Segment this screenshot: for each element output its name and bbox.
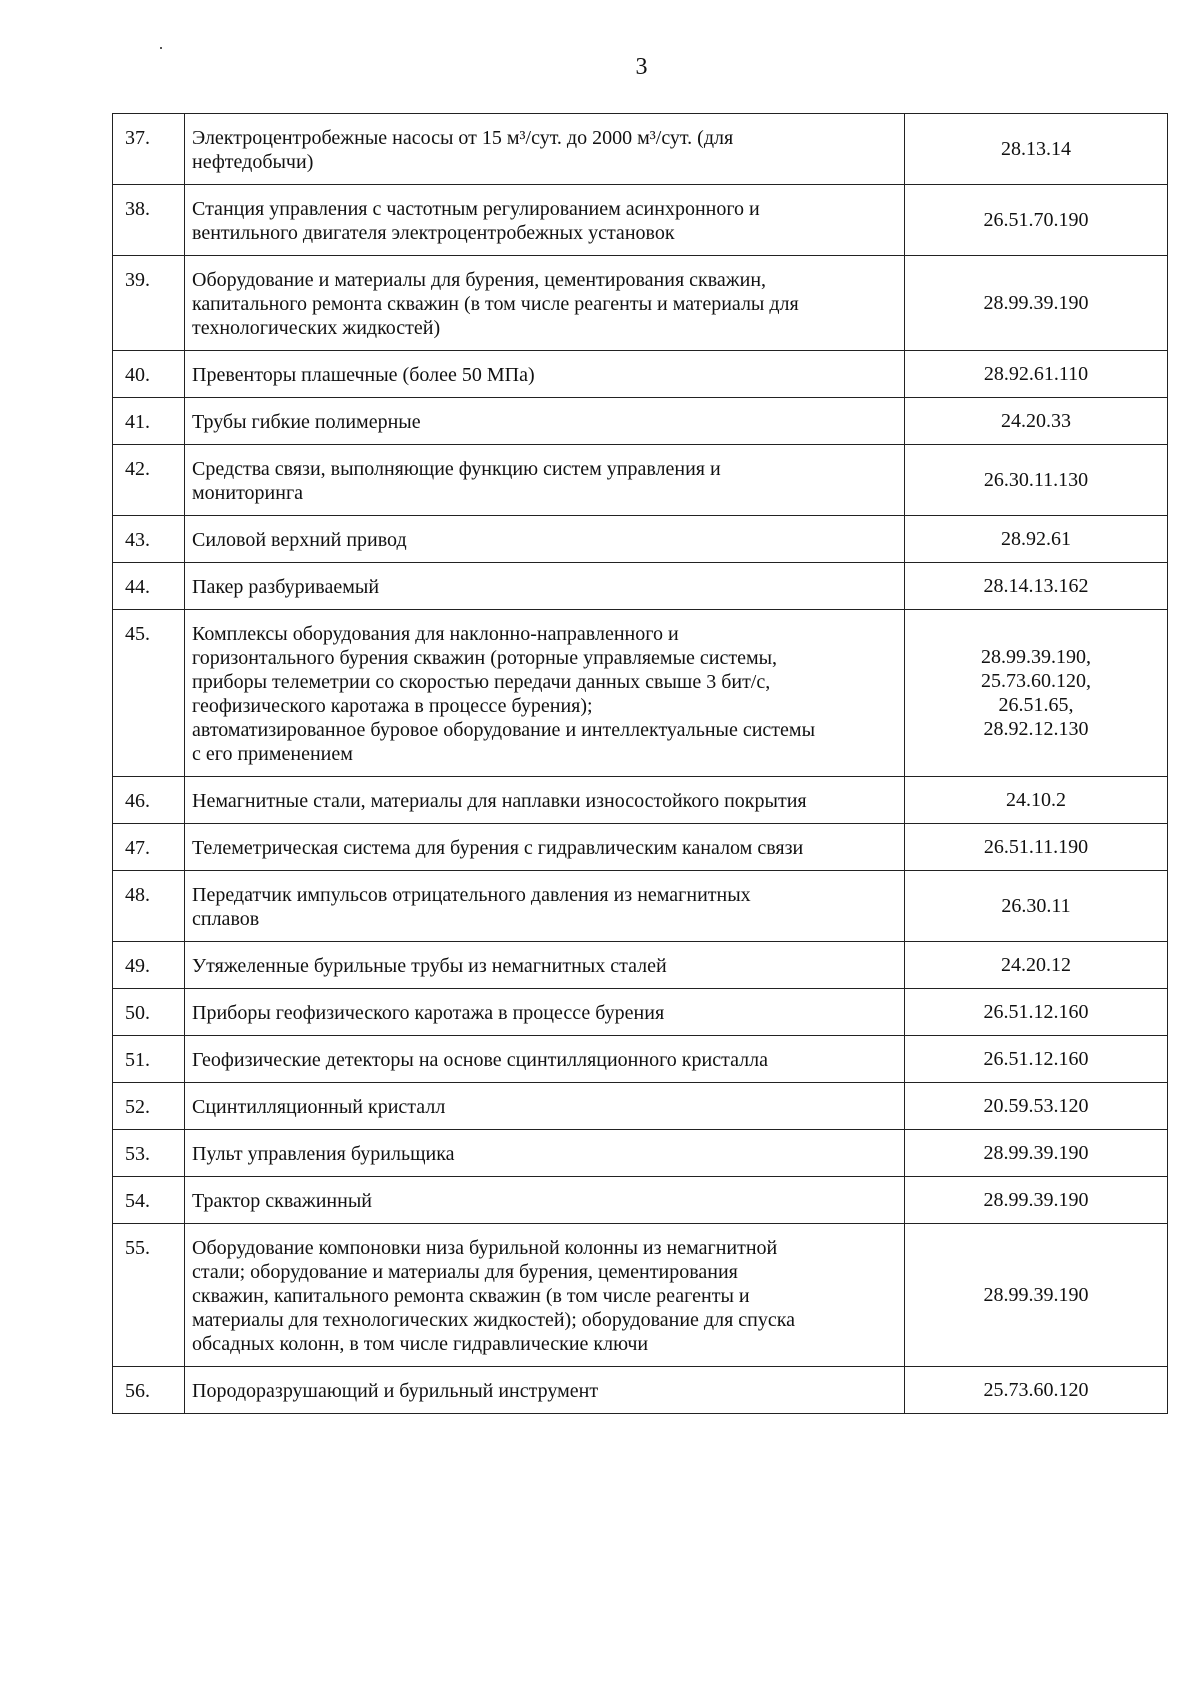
row-okpd-code bbox=[905, 989, 1168, 1036]
row-okpd-code bbox=[905, 398, 1168, 445]
code-line: 28.92.12.130 bbox=[983, 718, 1089, 740]
description-line: Превенторы плашечные (более 50 МПа) bbox=[192, 364, 535, 386]
table-row bbox=[113, 114, 1168, 185]
row-number: 37. bbox=[113, 114, 185, 185]
row-description bbox=[185, 989, 905, 1036]
row-description bbox=[185, 1083, 905, 1130]
row-okpd-code bbox=[905, 256, 1168, 351]
description-line: автоматизированное буровое оборудование и интеллектуальные системы bbox=[192, 719, 816, 741]
description-line: капитального ремонта скважин (в том числе реагенты и материалы для bbox=[192, 293, 799, 315]
table-row bbox=[113, 351, 1168, 398]
code-line: 28.99.39.190, bbox=[981, 646, 1091, 668]
row-number: 49. bbox=[113, 942, 185, 989]
row-number: 44. bbox=[113, 563, 185, 610]
table-row bbox=[113, 1130, 1168, 1177]
table-row bbox=[113, 256, 1168, 351]
row-description bbox=[185, 185, 905, 256]
table-row bbox=[113, 1224, 1168, 1367]
row-okpd-code bbox=[905, 942, 1168, 989]
code-line: 25.73.60.120 bbox=[983, 1379, 1089, 1401]
page-number: 3 bbox=[635, 54, 648, 80]
row-number: 53. bbox=[113, 1130, 185, 1177]
code-line: 26.51.70.190 bbox=[983, 209, 1089, 231]
code-line: 28.14.13.162 bbox=[983, 575, 1089, 597]
row-number: 43. bbox=[113, 516, 185, 563]
row-okpd-code bbox=[905, 871, 1168, 942]
description-line: Станция управления с частотным регулированием асинхронного и bbox=[192, 198, 760, 220]
description-line: Передатчик импульсов отрицательного давления из немагнитных bbox=[192, 884, 751, 906]
code-line: 28.99.39.190 bbox=[983, 1142, 1089, 1164]
row-description bbox=[185, 398, 905, 445]
code-line: 26.51.12.160 bbox=[983, 1048, 1089, 1070]
code-line: 20.59.53.120 bbox=[983, 1095, 1089, 1117]
code-line: 26.30.11 bbox=[1001, 895, 1071, 917]
description-line: Трактор скважинный bbox=[192, 1190, 372, 1212]
row-number: 52. bbox=[113, 1083, 185, 1130]
row-description bbox=[185, 256, 905, 351]
table-row bbox=[113, 445, 1168, 516]
table-row bbox=[113, 871, 1168, 942]
table-row bbox=[113, 824, 1168, 871]
scan-speck bbox=[160, 47, 162, 49]
row-okpd-code bbox=[905, 1367, 1168, 1414]
table-row bbox=[113, 1367, 1168, 1414]
row-number: 56. bbox=[113, 1367, 185, 1414]
table-row bbox=[113, 942, 1168, 989]
row-okpd-code bbox=[905, 351, 1168, 398]
row-description bbox=[185, 1367, 905, 1414]
row-okpd-code bbox=[905, 1083, 1168, 1130]
code-line: 24.20.12 bbox=[1001, 954, 1071, 976]
description-line: Немагнитные стали, материалы для наплавки износостойкого покрытия bbox=[192, 790, 807, 812]
row-description bbox=[185, 1224, 905, 1367]
row-okpd-code bbox=[905, 777, 1168, 824]
table-row bbox=[113, 989, 1168, 1036]
row-okpd-code bbox=[905, 563, 1168, 610]
description-line: Пакер разбуриваемый bbox=[192, 576, 380, 598]
description-line: технологических жидкостей) bbox=[192, 317, 441, 339]
row-number: 51. bbox=[113, 1036, 185, 1083]
row-number: 40. bbox=[113, 351, 185, 398]
description-line: стали; оборудование и материалы для бурения, цементирования bbox=[192, 1261, 738, 1283]
description-line: геофизического каротажа в процессе бурения); bbox=[192, 695, 593, 717]
row-description bbox=[185, 777, 905, 824]
row-okpd-code bbox=[905, 445, 1168, 516]
row-number: 46. bbox=[113, 777, 185, 824]
row-number: 38. bbox=[113, 185, 185, 256]
row-okpd-code bbox=[905, 1130, 1168, 1177]
description-line: Телеметрическая система для бурения с гидравлическим каналом связи bbox=[192, 837, 804, 859]
code-line: 28.92.61.110 bbox=[983, 363, 1089, 385]
description-line: Сцинтилляционный кристалл bbox=[192, 1096, 446, 1118]
table-row bbox=[113, 1036, 1168, 1083]
row-number: 47. bbox=[113, 824, 185, 871]
row-number: 41. bbox=[113, 398, 185, 445]
code-line: 28.92.61 bbox=[1001, 528, 1071, 550]
row-okpd-code bbox=[905, 1177, 1168, 1224]
description-line: Оборудование компоновки низа бурильной колонны из немагнитной bbox=[192, 1237, 778, 1259]
table-row bbox=[113, 563, 1168, 610]
table-row bbox=[113, 185, 1168, 256]
code-line: 26.51.12.160 bbox=[983, 1001, 1089, 1023]
description-line: Оборудование и материалы для бурения, цементирования скважин, bbox=[192, 269, 767, 291]
row-number: 48. bbox=[113, 871, 185, 942]
description-line: Силовой верхний привод bbox=[192, 529, 407, 551]
description-line: нефтедобычи) bbox=[192, 151, 314, 173]
row-description bbox=[185, 824, 905, 871]
description-line: вентильного двигателя электроцентробежных установок bbox=[192, 222, 675, 244]
row-description bbox=[185, 1036, 905, 1083]
table-row bbox=[113, 1083, 1168, 1130]
row-number: 55. bbox=[113, 1224, 185, 1367]
description-line: обсадных колонн, в том числе гидравлические ключи bbox=[192, 1333, 649, 1355]
row-description bbox=[185, 1130, 905, 1177]
row-number: 50. bbox=[113, 989, 185, 1036]
row-number: 45. bbox=[113, 610, 185, 777]
description-line: приборы телеметрии со скоростью передачи данных свыше 3 бит/с, bbox=[192, 671, 771, 693]
equipment-table bbox=[112, 113, 1168, 1414]
row-description bbox=[185, 563, 905, 610]
row-description bbox=[185, 351, 905, 398]
row-okpd-code bbox=[905, 114, 1168, 185]
description-line: Пульт управления бурильщика bbox=[192, 1143, 455, 1165]
row-description bbox=[185, 942, 905, 989]
row-description bbox=[185, 516, 905, 563]
row-okpd-code bbox=[905, 1224, 1168, 1367]
code-line: 28.13.14 bbox=[1001, 138, 1071, 160]
code-line: 24.10.2 bbox=[1006, 789, 1066, 811]
description-line: материалы для технологических жидкостей); оборудование для спуска bbox=[192, 1309, 796, 1331]
row-description bbox=[185, 445, 905, 516]
description-line: скважин, капитального ремонта скважин (в том числе реагенты и bbox=[192, 1285, 750, 1307]
code-line: 28.99.39.190 bbox=[983, 292, 1089, 314]
table-row bbox=[113, 398, 1168, 445]
description-line: Комплексы оборудования для наклонно-направленного и bbox=[192, 623, 679, 645]
row-number: 39. bbox=[113, 256, 185, 351]
row-number: 54. bbox=[113, 1177, 185, 1224]
table-row bbox=[113, 610, 1168, 777]
description-line: с его применением bbox=[192, 743, 353, 765]
code-line: 25.73.60.120, bbox=[981, 670, 1091, 692]
description-line: мониторинга bbox=[192, 482, 304, 504]
row-number: 42. bbox=[113, 445, 185, 516]
table-body bbox=[113, 114, 1168, 1414]
row-okpd-code bbox=[905, 185, 1168, 256]
row-description bbox=[185, 871, 905, 942]
description-line: Средства связи, выполняющие функцию систем управления и bbox=[192, 458, 721, 480]
row-description bbox=[185, 1177, 905, 1224]
code-line: 28.99.39.190 bbox=[983, 1284, 1089, 1306]
description-line: горизонтального бурения скважин (роторные управляемые системы, bbox=[192, 647, 778, 669]
code-line: 26.51.11.190 bbox=[983, 836, 1089, 858]
description-line: Геофизические детекторы на основе сцинтилляционного кристалла bbox=[192, 1049, 768, 1071]
code-line: 26.51.65, bbox=[998, 694, 1074, 716]
description-line: Трубы гибкие полимерные bbox=[192, 411, 421, 433]
description-line: Породоразрушающий и бурильный инструмент bbox=[192, 1380, 599, 1402]
description-line: сплавов bbox=[192, 908, 260, 930]
row-okpd-code bbox=[905, 824, 1168, 871]
row-okpd-code bbox=[905, 610, 1168, 777]
code-line: 26.30.11.130 bbox=[983, 469, 1089, 491]
table-row bbox=[113, 516, 1168, 563]
description-line: Электроцентробежные насосы от 15 м³/сут. до 2000 м³/сут. (для bbox=[192, 127, 734, 149]
row-okpd-code bbox=[905, 516, 1168, 563]
code-line: 28.99.39.190 bbox=[983, 1189, 1089, 1211]
code-line: 24.20.33 bbox=[1001, 410, 1071, 432]
row-okpd-code bbox=[905, 1036, 1168, 1083]
description-line: Приборы геофизического каротажа в процессе бурения bbox=[192, 1002, 665, 1024]
row-description bbox=[185, 610, 905, 777]
row-description bbox=[185, 114, 905, 185]
table-row bbox=[113, 1177, 1168, 1224]
description-line: Утяжеленные бурильные трубы из немагнитных сталей bbox=[192, 955, 667, 977]
table-row bbox=[113, 777, 1168, 824]
